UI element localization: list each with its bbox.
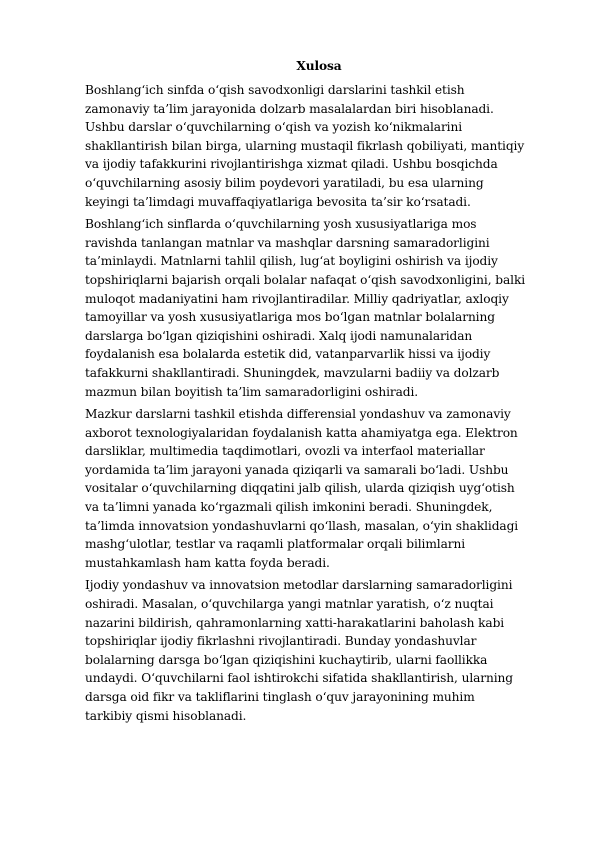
document-body <box>85 57 553 729</box>
page-title: Xulosa <box>296 59 342 73</box>
paragraph-1: Boshlang‘ich sinfda o‘qish savodxonligi darslarini tashkil etish zamonaviy ta’lim jarayonida dolzarb masalalardan biri hisoblanadi. Ushbu darslar o‘quvchilarning o‘qish va yozish ko‘nikmalarini shakllantirish bilan birga, ularning mustaqil fikrlash qobiliyati, mantiqiy va ijodiy tafakkurini rivojlantirishga xizmat qiladi. Ushbu bosqichda o‘quvchilarning asosiy bilim poydevori yaratiladi, bu esa ularning keyingi ta’limdagi muvaffaqiyatlariga bevosita ta’sir ko‘rsatadi. <box>85 83 525 209</box>
paragraph-4: Ijodiy yondashuv va innovatsion metodlar darslarning samaradorligini oshiradi. Masalan, o‘quvchilarga yangi matnlar yaratish, o‘z nuqtai nazarini bildirish, qahramonlarning xatti-harakatlarini baholash kabi topshiriqlar ijodiy fikrlashni rivojlantiradi. Bunday yondashuvlar bolalarning darsga bo‘lgan qiziqishini kuchaytirib, ularni faollikka undaydi. O‘quvchilarni faol ishtirokchi sifatida shakllantirish, ularning darsga oid fikr va takliflarini tinglash o‘quv jarayonining muhim tarkibiy qismi hisoblanadi. <box>85 578 514 723</box>
paragraph-2: Boshlang‘ich sinflarda o‘quvchilarning yosh xususiyatlariga mos ravishda tanlangan matnlar va mashqlar darsning samaradorligini ta’minlaydi. Matnlarni tahlil qilish, lug‘at boyligini oshirish va ijodiy topshiriqlarni bajarish orqali bolalar nafaqat o‘qish savodxonligini, balki muloqot madaniyatini ham rivojlantiradilar. Milliy qadriyatlar, axloqiy tamoyillar va yosh xususiyatlariga mos bo‘lgan matnlar bolalarning darslarga bo‘lgan qiziqishini oshiradi. Xalq ijodi namunalaridan foydalanish esa bolalarda estetik did, vatanparvarlik hissi va ijodiy tafakkurni shakllantiradi. Shuningdek, mavzularni badiiy va dolzarb mazmun bilan boyitish ta’lim samaradorligini oshiradi. <box>85 217 526 399</box>
paragraph-3: Mazkur darslarni tashkil etishda differensial yondashuv va zamonaviy axborot texnologiyalaridan foydalanish katta ahamiyatga ega. Elektron darsliklar, multimedia taqdimotlari, ovozli va interfaol materiallar yordamida ta’lim jarayoni yanada qiziqarli va samarali bo‘ladi. Ushbu vositalar o‘quvchilarning diqqatini jalb qilish, ularda qiziqish uyg‘otish va ta’limni yanada ko‘rgazmali qilish imkonini beradi. Shuningdek, ta’limda innovatsion yondashuvlarni qo‘llash, masalan, o‘yin shaklidagi mashg‘ulotlar, testlar va raqamli platformalar orqali bilimlarni mustahkamlash ham katta foyda beradi. <box>85 407 519 570</box>
